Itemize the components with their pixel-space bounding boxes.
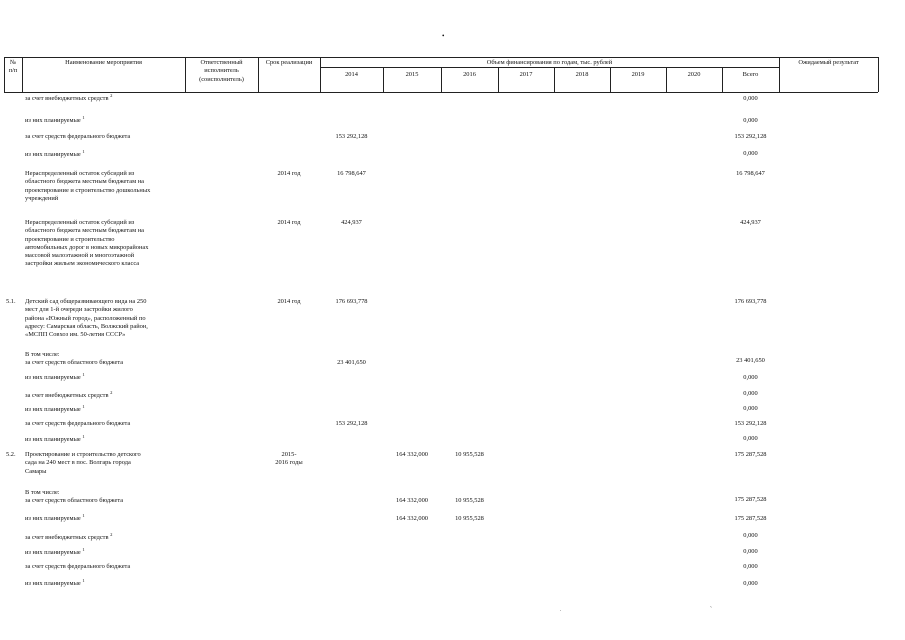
cell-total: 153 292,128 <box>734 420 767 427</box>
cell-2014: 153 292,128 <box>335 420 368 427</box>
header-bottom-rule <box>4 92 878 93</box>
cell-total: 175 287,528 <box>734 515 767 522</box>
stray-mark: . <box>560 608 562 613</box>
row-name: из них планируемые $^1$ <box>25 115 85 124</box>
footnote-marker: 1 <box>82 115 85 120</box>
cell-total: 0,000 <box>743 150 758 157</box>
vrule <box>878 57 879 92</box>
cell-total: 0,000 <box>743 563 758 570</box>
row-number: 5.1. <box>6 298 16 305</box>
cell-2015: 164 332,000 <box>396 451 428 458</box>
footnote-marker: 1 <box>82 513 85 518</box>
row-name: из них планируемые $^1$ <box>25 149 85 158</box>
header-responsible: Ответственный исполнитель (соисполнитель) <box>199 59 244 83</box>
row-term: 2015- 2016 годы <box>275 451 303 467</box>
footnote-marker: 2 <box>110 93 113 98</box>
cell-total: 16 798,647 <box>736 170 765 177</box>
row-name: из них планируемые $^1$ <box>25 578 85 587</box>
header-term: Срок реализации <box>265 59 313 66</box>
cell-total: 0,000 <box>743 405 758 412</box>
cell-total: 0,000 <box>743 390 758 397</box>
footnote-marker: 2 <box>110 532 113 537</box>
row-name: за счет средств федерального бюджета <box>25 133 131 140</box>
row-name: за счет внебюджетных средств $^2$ <box>25 532 113 541</box>
cell-2014: 153 292,128 <box>335 133 368 140</box>
cell-total: 0,000 <box>743 580 758 587</box>
cell-2016: 10 955,528 <box>455 497 484 504</box>
header-result: Ожидаемый результат <box>798 59 859 66</box>
row-name: из них планируемые $^1$ <box>25 404 85 413</box>
footnote-marker: 1 <box>82 404 85 409</box>
header-number: № п/п <box>8 59 18 75</box>
footnote-marker: 1 <box>82 547 85 552</box>
header-year: 2015 <box>405 71 419 78</box>
cell-2014: 424,937 <box>341 219 362 226</box>
cell-2016: 10 955,528 <box>455 451 484 458</box>
row-name: В том числе: за счет средств областного бюджета <box>25 489 124 505</box>
cell-2014: 23 401,650 <box>337 359 366 366</box>
row-term: 2014 год <box>277 298 301 305</box>
stray-mark: • <box>442 32 445 40</box>
header-total: Всего <box>742 71 759 78</box>
header-funding: Объем финансирования по годам, тыс. рублей <box>486 59 613 66</box>
row-number: 5.2. <box>6 451 16 458</box>
cell-2015: 164 332,000 <box>396 497 428 504</box>
header-year: 2019 <box>631 71 645 78</box>
footnote-marker: 1 <box>82 434 85 439</box>
cell-total: 0,000 <box>743 532 758 539</box>
header-top-rule <box>4 57 878 58</box>
header-year: 2017 <box>519 71 533 78</box>
stray-mark: ` <box>710 607 712 613</box>
cell-2015: 164 332,000 <box>396 515 428 522</box>
row-name: за счет внебюджетных средств $^2$ <box>25 390 113 399</box>
row-name: Детский сад общеразвивающего вида на 250 мест для 1-й очереди застройки жилого района «Южный город», расположенный по адресу: Самарская область, Волжский район, «МСПП Совхоз им. 50-летия СССР» <box>25 298 148 339</box>
cell-total: 175 287,528 <box>734 451 767 458</box>
footnote-marker: 1 <box>82 372 85 377</box>
cell-total: 0,000 <box>743 117 758 124</box>
cell-total: 424,937 <box>740 219 761 226</box>
row-term: 2014 год <box>277 219 301 226</box>
row-name: из них планируемые $^1$ <box>25 513 85 522</box>
cell-total: 0,000 <box>743 548 758 555</box>
header-year: 2018 <box>575 71 589 78</box>
row-name: из них планируемые $^1$ <box>25 547 85 556</box>
row-name: Нераспределенный остаток субсидий из областного бюджета местным бюджетам на проектирование и строительство дошкольных учреждений <box>25 170 151 202</box>
cell-total: 0,000 <box>743 95 758 102</box>
cell-2014: 16 798,647 <box>337 170 366 177</box>
row-name: из них планируемые $^1$ <box>25 434 85 443</box>
cell-total: 23 401,650 <box>736 357 765 364</box>
footnote-marker: 1 <box>82 578 85 583</box>
row-name: за счет средств федерального бюджета <box>25 420 131 427</box>
header-name: Наименование мероприятия <box>65 59 142 66</box>
header-year: 2020 <box>687 71 701 78</box>
row-term: 2014 год <box>277 170 301 177</box>
cell-total: 176 693,778 <box>734 298 767 305</box>
row-name: Проектирование и строительство детского сада на 240 мест в пос. Волгарь города Самары <box>25 451 141 475</box>
row-name: Нераспределенный остаток субсидий из областного бюджета местным бюджетам на проектирование и строительство автомобильных дорог в новых микрорайонах массовой малоэтажной и многоэтажной застройки жильем экономического класса <box>25 219 149 268</box>
cell-total: 153 292,128 <box>734 133 767 140</box>
row-name: В том числе: за счет средств областного бюджета <box>25 351 124 367</box>
footnote-marker: 2 <box>110 390 113 395</box>
row-name: за счет средств федерального бюджета <box>25 563 131 570</box>
header-year: 2016 <box>463 71 476 78</box>
cell-total: 0,000 <box>743 374 758 381</box>
cell-2016: 10 955,528 <box>455 515 484 522</box>
row-name: за счет внебюджетных средств $^2$ <box>25 93 113 102</box>
header-year: 2014 <box>345 71 358 78</box>
cell-total: 175 287,528 <box>734 496 767 503</box>
cell-2014: 176 693,778 <box>335 298 368 305</box>
row-name: из них планируемые $^1$ <box>25 372 85 381</box>
footnote-marker: 1 <box>82 149 85 154</box>
cell-total: 0,000 <box>743 435 758 442</box>
